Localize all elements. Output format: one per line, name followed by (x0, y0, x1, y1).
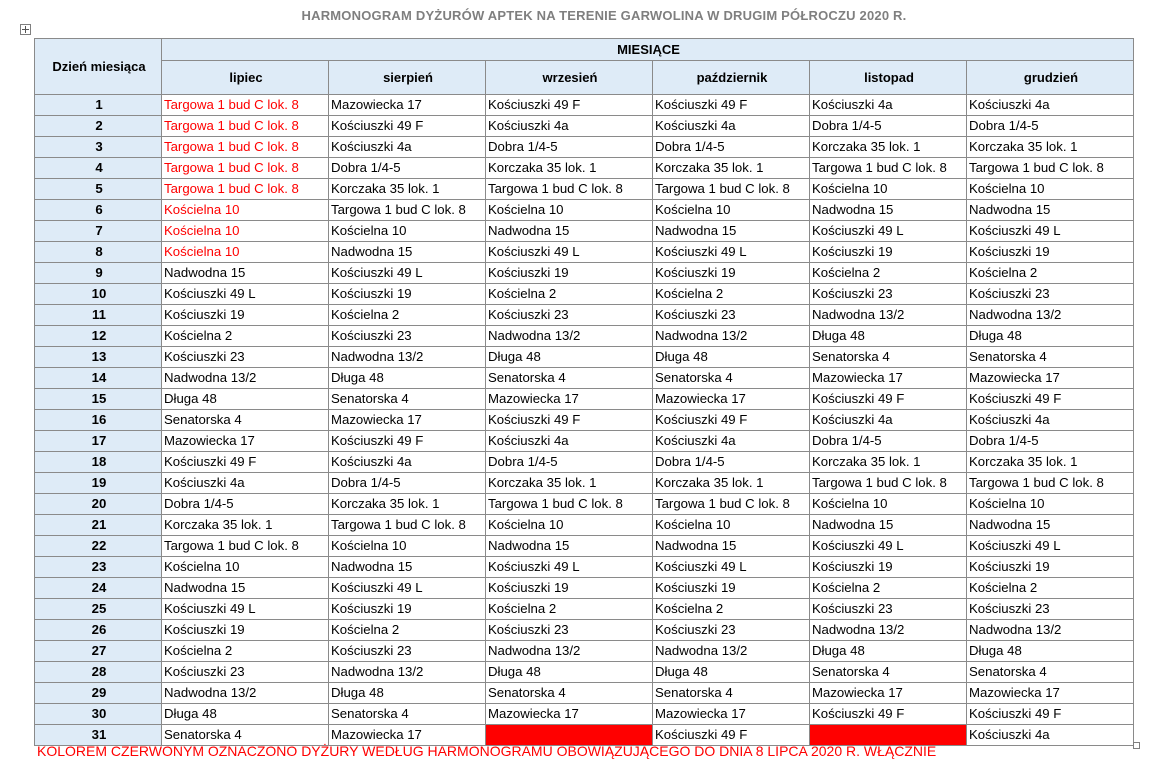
pharmacy-cell: Kościuszki 49 L (967, 221, 1134, 242)
pharmacy-cell: Targowa 1 bud C lok. 8 (653, 494, 810, 515)
pharmacy-cell: Mazowiecka 17 (653, 704, 810, 725)
day-number-cell: 9 (35, 263, 162, 284)
pharmacy-cell: Długa 48 (486, 662, 653, 683)
pharmacy-cell: Kościuszki 19 (653, 578, 810, 599)
month-header: grudzień (967, 61, 1134, 95)
table-row (35, 431, 1134, 452)
pharmacy-cell: Nadwodna 15 (162, 578, 329, 599)
pharmacy-cell: Kościuszki 4a (162, 473, 329, 494)
pharmacy-cell: Kościuszki 23 (329, 326, 486, 347)
day-number-cell: 2 (35, 116, 162, 137)
table-row (35, 662, 1134, 683)
pharmacy-cell: Kościuszki 23 (810, 599, 967, 620)
table-row (35, 410, 1134, 431)
pharmacy-cell: Kościuszki 19 (162, 620, 329, 641)
pharmacy-cell: Kościelna 10 (486, 515, 653, 536)
day-number-cell: 6 (35, 200, 162, 221)
day-number-cell: 15 (35, 389, 162, 410)
pharmacy-cell: Nadwodna 13/2 (329, 662, 486, 683)
pharmacy-cell: Kościuszki 4a (967, 725, 1134, 746)
pharmacy-cell: Dobra 1/4-5 (329, 473, 486, 494)
pharmacy-cell: Kościelna 10 (653, 515, 810, 536)
table-row (35, 200, 1134, 221)
table-row (35, 242, 1134, 263)
day-number-cell: 7 (35, 221, 162, 242)
pharmacy-cell: Kościelna 10 (810, 494, 967, 515)
pharmacy-cell: Kościelna 2 (162, 641, 329, 662)
pharmacy-cell: Korczaka 35 lok. 1 (967, 137, 1134, 158)
day-number-cell: 4 (35, 158, 162, 179)
pharmacy-cell: Nadwodna 15 (329, 242, 486, 263)
pharmacy-cell: Senatorska 4 (967, 662, 1134, 683)
pharmacy-cell: Kościelna 2 (162, 326, 329, 347)
pharmacy-cell: Nadwodna 13/2 (329, 347, 486, 368)
pharmacy-cell: Kościelna 2 (653, 284, 810, 305)
table-move-handle-icon[interactable] (20, 24, 31, 35)
pharmacy-cell: Kościuszki 49 L (486, 242, 653, 263)
pharmacy-cell: Długa 48 (329, 683, 486, 704)
pharmacy-cell: Korczaka 35 lok. 1 (329, 179, 486, 200)
month-header: lipiec (162, 61, 329, 95)
day-number-cell: 11 (35, 305, 162, 326)
pharmacy-cell: Korczaka 35 lok. 1 (967, 452, 1134, 473)
pharmacy-cell: Kościuszki 23 (653, 305, 810, 326)
pharmacy-cell: Mazowiecka 17 (486, 389, 653, 410)
pharmacy-cell: Mazowiecka 17 (810, 683, 967, 704)
pharmacy-cell: Kościelna 10 (653, 200, 810, 221)
pharmacy-cell: Dobra 1/4-5 (486, 452, 653, 473)
pharmacy-cell: Kościuszki 4a (329, 137, 486, 158)
pharmacy-cell: Kościelna 2 (653, 599, 810, 620)
pharmacy-cell: Targowa 1 bud C lok. 8 (653, 179, 810, 200)
pharmacy-cell: Kościuszki 23 (162, 662, 329, 683)
pharmacy-cell: Korczaka 35 lok. 1 (162, 515, 329, 536)
pharmacy-cell: Kościuszki 23 (486, 305, 653, 326)
pharmacy-cell: Senatorska 4 (486, 368, 653, 389)
pharmacy-cell: Długa 48 (967, 326, 1134, 347)
table-row (35, 536, 1134, 557)
pharmacy-cell: Senatorska 4 (810, 662, 967, 683)
pharmacy-cell: Nadwodna 13/2 (653, 326, 810, 347)
table-row (35, 158, 1134, 179)
table-row (35, 515, 1134, 536)
pharmacy-cell: Targowa 1 bud C lok. 8 (967, 473, 1134, 494)
pharmacy-cell: Dobra 1/4-5 (329, 158, 486, 179)
pharmacy-cell: Kościelna 10 (329, 221, 486, 242)
pharmacy-cell: Kościuszki 19 (967, 557, 1134, 578)
month-header: październik (653, 61, 810, 95)
pharmacy-cell: Kościuszki 19 (162, 305, 329, 326)
pharmacy-cell: Kościuszki 49 L (329, 263, 486, 284)
pharmacy-cell: Kościuszki 49 F (810, 704, 967, 725)
pharmacy-cell: Korczaka 35 lok. 1 (486, 158, 653, 179)
pharmacy-cell: Kościelna 10 (162, 557, 329, 578)
pharmacy-cell: Targowa 1 bud C lok. 8 (162, 158, 329, 179)
pharmacy-cell: Nadwodna 15 (653, 536, 810, 557)
table-row (35, 179, 1134, 200)
pharmacy-cell: Kościuszki 49 F (486, 95, 653, 116)
pharmacy-cell: Kościuszki 49 F (329, 431, 486, 452)
pharmacy-cell: Kościuszki 23 (967, 599, 1134, 620)
table-row (35, 284, 1134, 305)
pharmacy-cell: Mazowiecka 17 (329, 95, 486, 116)
table-row (35, 368, 1134, 389)
table-row (35, 620, 1134, 641)
table-row (35, 221, 1134, 242)
pharmacy-cell: Kościuszki 49 F (653, 725, 810, 746)
pharmacy-cell: Kościuszki 49 L (810, 221, 967, 242)
day-number-cell: 25 (35, 599, 162, 620)
pharmacy-cell: Mazowiecka 17 (329, 410, 486, 431)
pharmacy-cell: Kościuszki 49 F (967, 704, 1134, 725)
document-title: HARMONOGRAM DYŻURÓW APTEK NA TERENIE GARWOLINA W DRUGIM PÓŁROCZU 2020 R. (301, 8, 907, 23)
pharmacy-cell: Dobra 1/4-5 (967, 116, 1134, 137)
pharmacy-cell: Nadwodna 15 (967, 515, 1134, 536)
pharmacy-cell: Kościelna 10 (810, 179, 967, 200)
pharmacy-cell: Nadwodna 15 (810, 200, 967, 221)
pharmacy-cell: Kościuszki 23 (329, 641, 486, 662)
pharmacy-cell: Kościuszki 19 (810, 242, 967, 263)
pharmacy-cell: Kościelna 2 (967, 263, 1134, 284)
table-row (35, 263, 1134, 284)
pharmacy-cell: Kościelna 10 (162, 200, 329, 221)
pharmacy-cell: Senatorska 4 (329, 389, 486, 410)
pharmacy-cell: Kościuszki 49 F (162, 452, 329, 473)
pharmacy-cell: Kościuszki 49 L (653, 242, 810, 263)
pharmacy-cell: Kościuszki 23 (486, 620, 653, 641)
pharmacy-cell: Targowa 1 bud C lok. 8 (329, 515, 486, 536)
pharmacy-cell: Długa 48 (162, 389, 329, 410)
pharmacy-cell: Korczaka 35 lok. 1 (810, 137, 967, 158)
pharmacy-cell: Kościuszki 49 L (810, 536, 967, 557)
pharmacy-cell: Długa 48 (810, 326, 967, 347)
day-number-cell: 23 (35, 557, 162, 578)
pharmacy-cell: Kościuszki 4a (486, 116, 653, 137)
pharmacy-cell: Dobra 1/4-5 (653, 137, 810, 158)
pharmacy-cell: Kościuszki 49 F (486, 410, 653, 431)
pharmacy-cell: Senatorska 4 (486, 683, 653, 704)
pharmacy-cell: Kościuszki 4a (967, 95, 1134, 116)
table-row (35, 326, 1134, 347)
day-number-cell: 19 (35, 473, 162, 494)
pharmacy-cell: Korczaka 35 lok. 1 (486, 473, 653, 494)
pharmacy-cell: Długa 48 (162, 704, 329, 725)
day-number-cell: 10 (35, 284, 162, 305)
day-number-cell: 17 (35, 431, 162, 452)
table-row (35, 683, 1134, 704)
table-row (35, 116, 1134, 137)
pharmacy-cell: Kościuszki 19 (486, 578, 653, 599)
day-number-cell: 12 (35, 326, 162, 347)
pharmacy-cell: Senatorska 4 (967, 347, 1134, 368)
pharmacy-cell: Kościuszki 49 F (810, 389, 967, 410)
pharmacy-cell: Targowa 1 bud C lok. 8 (967, 158, 1134, 179)
pharmacy-cell: Kościuszki 49 L (162, 284, 329, 305)
pharmacy-cell: Senatorska 4 (653, 368, 810, 389)
pharmacy-cell: Targowa 1 bud C lok. 8 (486, 494, 653, 515)
pharmacy-cell: Senatorska 4 (162, 725, 329, 746)
day-number-cell: 26 (35, 620, 162, 641)
day-number-cell: 20 (35, 494, 162, 515)
pharmacy-cell: Targowa 1 bud C lok. 8 (329, 200, 486, 221)
schedule-body (35, 95, 1134, 746)
pharmacy-cell: Targowa 1 bud C lok. 8 (486, 179, 653, 200)
pharmacy-cell: Korczaka 35 lok. 1 (810, 452, 967, 473)
month-header: wrzesień (486, 61, 653, 95)
pharmacy-cell: Nadwodna 13/2 (653, 641, 810, 662)
pharmacy-cell: Nadwodna 13/2 (810, 305, 967, 326)
pharmacy-cell: Długa 48 (486, 347, 653, 368)
pharmacy-cell: Kościuszki 49 F (653, 95, 810, 116)
pharmacy-cell: Kościuszki 49 L (162, 599, 329, 620)
day-number-cell: 16 (35, 410, 162, 431)
pharmacy-cell: Korczaka 35 lok. 1 (653, 158, 810, 179)
duty-schedule-table (34, 38, 1134, 746)
months-header: MIESIĄCE (162, 39, 1134, 61)
pharmacy-cell: Długa 48 (329, 368, 486, 389)
pharmacy-cell: Kościelna 2 (967, 578, 1134, 599)
pharmacy-cell: Targowa 1 bud C lok. 8 (162, 179, 329, 200)
table-row (35, 389, 1134, 410)
pharmacy-cell: Nadwodna 13/2 (967, 305, 1134, 326)
pharmacy-cell: Targowa 1 bud C lok. 8 (810, 473, 967, 494)
pharmacy-cell: Kościuszki 49 L (967, 536, 1134, 557)
pharmacy-cell: Kościuszki 4a (653, 116, 810, 137)
table-row (35, 578, 1134, 599)
table-row (35, 305, 1134, 326)
pharmacy-cell: Kościuszki 49 F (329, 116, 486, 137)
day-number-cell: 13 (35, 347, 162, 368)
month-header: listopad (810, 61, 967, 95)
day-number-cell: 3 (35, 137, 162, 158)
legend-footnote: KOLOREM CZERWONYM OZNACZONO DYŻURY WEDŁUG HARMONOGRAMU OBOWIĄZUJĄCEGO DO DNIA 8 LIPCA 2020 R. WŁĄCZNIE (37, 743, 937, 759)
day-number-cell: 18 (35, 452, 162, 473)
pharmacy-cell: Kościelna 2 (329, 305, 486, 326)
pharmacy-cell: Kościuszki 19 (810, 557, 967, 578)
pharmacy-cell: Kościuszki 23 (653, 620, 810, 641)
pharmacy-cell: Kościelna 10 (329, 536, 486, 557)
pharmacy-cell: Mazowiecka 17 (967, 368, 1134, 389)
pharmacy-cell: Kościuszki 4a (329, 452, 486, 473)
pharmacy-cell: Kościuszki 19 (653, 263, 810, 284)
pharmacy-cell: Kościuszki 19 (329, 284, 486, 305)
pharmacy-cell: Kościuszki 4a (653, 431, 810, 452)
day-number-cell: 31 (35, 725, 162, 746)
table-row (35, 494, 1134, 515)
pharmacy-cell: Targowa 1 bud C lok. 8 (162, 137, 329, 158)
pharmacy-cell: Nadwodna 15 (329, 557, 486, 578)
pharmacy-cell: Senatorska 4 (329, 704, 486, 725)
pharmacy-cell: Mazowiecka 17 (329, 725, 486, 746)
pharmacy-cell: Kościelna 2 (810, 578, 967, 599)
pharmacy-cell: Nadwodna 13/2 (162, 368, 329, 389)
pharmacy-cell: Korczaka 35 lok. 1 (653, 473, 810, 494)
pharmacy-cell: Kościelna 2 (486, 599, 653, 620)
pharmacy-cell: Nadwodna 15 (486, 221, 653, 242)
pharmacy-cell: Dobra 1/4-5 (810, 116, 967, 137)
pharmacy-cell: Nadwodna 15 (653, 221, 810, 242)
pharmacy-cell: Nadwodna 13/2 (810, 620, 967, 641)
table-row (35, 557, 1134, 578)
pharmacy-cell: Kościuszki 19 (967, 242, 1134, 263)
pharmacy-cell: Mazowiecka 17 (810, 368, 967, 389)
pharmacy-cell: Targowa 1 bud C lok. 8 (162, 536, 329, 557)
pharmacy-cell: Kościuszki 4a (486, 431, 653, 452)
pharmacy-cell: Targowa 1 bud C lok. 8 (162, 116, 329, 137)
pharmacy-cell: Dobra 1/4-5 (967, 431, 1134, 452)
day-number-cell: 1 (35, 95, 162, 116)
pharmacy-cell: Nadwodna 13/2 (162, 683, 329, 704)
pharmacy-cell: Senatorska 4 (162, 410, 329, 431)
pharmacy-cell: Dobra 1/4-5 (653, 452, 810, 473)
pharmacy-cell: Kościelna 10 (162, 221, 329, 242)
pharmacy-cell: Kościelna 10 (967, 494, 1134, 515)
table-row (35, 347, 1134, 368)
pharmacy-cell: Nadwodna 13/2 (967, 620, 1134, 641)
day-number-cell: 30 (35, 704, 162, 725)
day-number-cell: 29 (35, 683, 162, 704)
pharmacy-cell: Senatorska 4 (653, 683, 810, 704)
day-number-cell: 27 (35, 641, 162, 662)
pharmacy-cell: Kościuszki 23 (810, 284, 967, 305)
pharmacy-cell: Kościuszki 23 (967, 284, 1134, 305)
pharmacy-cell: Kościuszki 49 L (329, 578, 486, 599)
pharmacy-cell: Długa 48 (810, 641, 967, 662)
pharmacy-cell: Kościuszki 49 L (653, 557, 810, 578)
pharmacy-cell: Nadwodna 15 (967, 200, 1134, 221)
pharmacy-cell: Dobra 1/4-5 (810, 431, 967, 452)
pharmacy-cell: Kościuszki 23 (162, 347, 329, 368)
table-row (35, 452, 1134, 473)
pharmacy-cell: Dobra 1/4-5 (486, 137, 653, 158)
month-header: sierpień (329, 61, 486, 95)
pharmacy-cell: Kościuszki 19 (486, 263, 653, 284)
pharmacy-cell: Nadwodna 13/2 (486, 326, 653, 347)
pharmacy-cell: Nadwodna 15 (810, 515, 967, 536)
pharmacy-cell: Kościelna 2 (486, 284, 653, 305)
table-row (35, 599, 1134, 620)
pharmacy-cell: Mazowiecka 17 (967, 683, 1134, 704)
pharmacy-cell: Kościuszki 4a (810, 95, 967, 116)
pharmacy-cell: Kościelna 10 (967, 179, 1134, 200)
day-number-cell: 22 (35, 536, 162, 557)
pharmacy-cell: Mazowiecka 17 (486, 704, 653, 725)
day-number-cell: 28 (35, 662, 162, 683)
pharmacy-cell: Kościuszki 49 F (653, 410, 810, 431)
pharmacy-cell: Nadwodna 13/2 (486, 641, 653, 662)
pharmacy-cell: Kościelna 10 (486, 200, 653, 221)
day-number-cell: 21 (35, 515, 162, 536)
pharmacy-cell: Dobra 1/4-5 (162, 494, 329, 515)
pharmacy-cell: Długa 48 (653, 347, 810, 368)
pharmacy-cell: Kościuszki 19 (329, 599, 486, 620)
pharmacy-cell: Targowa 1 bud C lok. 8 (162, 95, 329, 116)
pharmacy-cell: Nadwodna 15 (486, 536, 653, 557)
pharmacy-cell: Długa 48 (653, 662, 810, 683)
pharmacy-cell: Kościelna 2 (329, 620, 486, 641)
table-resize-handle-icon[interactable] (1133, 742, 1140, 749)
day-number-cell: 5 (35, 179, 162, 200)
pharmacy-cell: Korczaka 35 lok. 1 (329, 494, 486, 515)
pharmacy-cell: Nadwodna 15 (162, 263, 329, 284)
pharmacy-cell: Kościuszki 4a (967, 410, 1134, 431)
pharmacy-cell: Długa 48 (967, 641, 1134, 662)
pharmacy-cell: Kościelna 10 (162, 242, 329, 263)
pharmacy-cell: Targowa 1 bud C lok. 8 (810, 158, 967, 179)
table-row (35, 641, 1134, 662)
table-row (35, 704, 1134, 725)
pharmacy-cell: Kościelna 2 (810, 263, 967, 284)
day-number-cell: 24 (35, 578, 162, 599)
day-number-cell: 14 (35, 368, 162, 389)
pharmacy-cell: Kościuszki 49 F (967, 389, 1134, 410)
pharmacy-cell: Kościuszki 49 L (486, 557, 653, 578)
table-row (35, 95, 1134, 116)
table-row (35, 137, 1134, 158)
pharmacy-cell: Senatorska 4 (810, 347, 967, 368)
pharmacy-cell: Mazowiecka 17 (653, 389, 810, 410)
pharmacy-cell: Kościuszki 4a (810, 410, 967, 431)
day-of-month-header: Dzień miesiąca (35, 39, 162, 95)
table-row (35, 473, 1134, 494)
day-number-cell: 8 (35, 242, 162, 263)
pharmacy-cell: Mazowiecka 17 (162, 431, 329, 452)
